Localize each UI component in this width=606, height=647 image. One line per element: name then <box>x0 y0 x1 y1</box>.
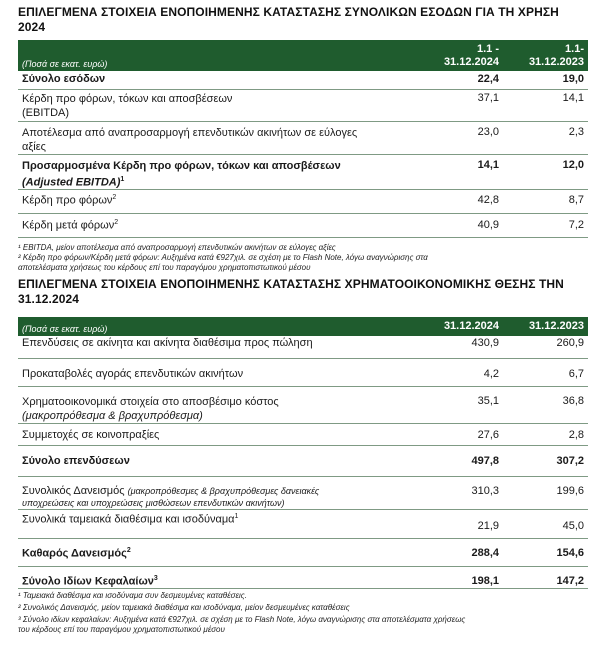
section1-title: ΕΠΙΛΕΓΜΕΝΑ ΣΤΟΙΧΕΙΑ ΕΝΟΠΟΙΗΜΕΝΗΣ ΚΑΤΑΣΤΑΣΗΣ ΣΥΝΟΛΙΚΩΝ ΕΣΟΔΩΝ ΓΙΑ ΤΗ ΧΡΗΣΗ 2024 <box>18 5 559 34</box>
footnote: ³ Σύνολο ιδίων κεφαλαίων: Αυξημένα κατά €927χιλ. σε σχέση με το Flash Note, λόγω αναγνώρισης στα αποτελέσματα χρήσεως <box>18 614 466 624</box>
col-2023-line1: 1.1- <box>565 43 584 55</box>
unit-label: (Ποσά σε εκατ. ευρώ) <box>18 317 418 336</box>
row-label-line2: υποχρεώσεις και υποχρεώσεις μισθώσεων επενδυτικών ακινήτων) <box>22 497 285 508</box>
row-label-line2: αξίες <box>22 140 46 153</box>
financial-position-table <box>18 317 588 589</box>
row-label-line1: Προσαρμοσμένα Κέρδη προ φόρων, τόκων και αποσβέσεων <box>22 159 341 172</box>
row-value-2023: 45,0 <box>503 509 588 538</box>
footnote-marker: 2 <box>112 194 117 202</box>
table-row <box>18 538 588 566</box>
footnote-marker: 1 <box>234 512 239 520</box>
row-label: Σύνολο εσόδων <box>18 71 418 89</box>
col-2024-line2: 31.12.2024 <box>443 56 499 68</box>
row-value-2024: 27,6 <box>418 423 503 445</box>
table-row <box>18 71 588 89</box>
row-label-line1 <box>22 485 414 497</box>
row-label-detail: (μακροπρόθεσμες & βραχυπρόθεσμες δανειακές <box>127 485 320 496</box>
row-value-2023: 307,2 <box>503 445 588 476</box>
position-table-header <box>18 317 588 336</box>
row-value-2024: 4,2 <box>418 358 503 386</box>
row-label: Συμμετοχές σε κοινοπραξίες <box>18 423 418 445</box>
row-value-2024: 198,1 <box>418 566 503 588</box>
row-label-text: Σύνολο Ιδίων Κεφαλαίων <box>22 575 154 588</box>
footnote-marker: 3 <box>153 574 158 582</box>
footnote: ² Συνολικός Δανεισμός, μείον ταμειακά διαθέσιμα και ισοδύναμα, μείον δεσμευμένες καταθέσεις <box>18 602 350 612</box>
row-label <box>18 538 418 566</box>
row-value-2023: 2,8 <box>503 423 588 445</box>
section2-title <box>18 277 588 307</box>
section2-title-line1: ΕΠΙΛΕΓΜΕΝΑ ΣΤΟΙΧΕΙΑ ΕΝΟΠΟΙΗΜΕΝΗΣ ΚΑΤΑΣΤΑΣΗΣ ΧΡΗΜΑΤΟΟΙΚΟΝΟΜΙΚΗΣ ΘΕΣΗΣ ΤΗΝ <box>18 277 564 292</box>
table-row <box>18 154 588 190</box>
row-label <box>18 386 418 423</box>
row-label-line2-text: (Adjusted EBITDA) <box>22 176 121 189</box>
row-value-2024: 497,8 <box>418 445 503 476</box>
table-row <box>18 89 588 121</box>
row-value-2024: 40,9 <box>418 214 503 238</box>
section1-notes <box>18 243 588 273</box>
table-row <box>18 121 588 154</box>
col-2023-header <box>503 40 588 71</box>
table-row <box>18 336 588 358</box>
row-label <box>18 214 418 238</box>
row-label <box>18 89 418 121</box>
row-label <box>18 509 418 538</box>
row-value-2024: 35,1 <box>418 386 503 423</box>
row-value-2023: 199,6 <box>503 476 588 509</box>
row-label <box>18 476 418 509</box>
table-row <box>18 445 588 476</box>
row-label-line1: Αποτέλεσμα από αναπροσαρμογή επενδυτικών ακινήτων σε εύλογες <box>22 126 358 139</box>
income-table <box>18 40 588 238</box>
row-value-2023: 8,7 <box>503 190 588 214</box>
footnote: ¹ EBITDA, μείον αποτέλεσμα από αναπροσαρμογή επενδυτικών ακινήτων σε εύλογες αξίες <box>18 243 336 253</box>
row-label <box>18 121 418 154</box>
col-2024-header <box>418 40 503 71</box>
footnote-marker: 2 <box>114 219 119 227</box>
table-row <box>18 509 588 538</box>
row-label-line2: (μακροπρόθεσμα & βραχυπρόθεσμα) <box>22 409 203 422</box>
row-value-2023: 2,3 <box>503 121 588 154</box>
footnote: αποτελέσματα χρήσεως του κέρδους επί του παραγόμου χρηματοπιστωτικού μέσου <box>18 263 311 273</box>
row-label-line2 <box>22 173 414 190</box>
row-label-text: Συνολικά ταμειακά διαθέσιμα και ισοδύναμα <box>22 513 235 526</box>
row-value-2023: 7,2 <box>503 214 588 238</box>
table-row <box>18 358 588 386</box>
footnote: του κέρδους επί του παραγόμου χρηματοπιστωτικού μέσου <box>18 624 225 634</box>
row-value-2024: 288,4 <box>418 538 503 566</box>
row-value-2024: 310,3 <box>418 476 503 509</box>
row-value-2023: 154,6 <box>503 538 588 566</box>
row-label-text: Συνολικός Δανεισμός <box>22 484 125 497</box>
row-label-text: Κέρδη προ φόρων <box>22 194 113 207</box>
income-table-header <box>18 40 588 71</box>
row-value-2024: 22,4 <box>418 71 503 89</box>
col-2023-header: 31.12.2023 <box>503 317 588 336</box>
table-row <box>18 566 588 588</box>
row-label-text: Καθαρός Δανεισμός <box>22 547 127 560</box>
unit-label: (Ποσά σε εκατ. ευρώ) <box>18 40 418 71</box>
row-value-2024: 42,8 <box>418 190 503 214</box>
col-2024-line1: 1.1 - <box>476 43 499 55</box>
row-value-2023: 19,0 <box>503 71 588 89</box>
row-value-2024: 430,9 <box>418 336 503 358</box>
row-value-2023: 36,8 <box>503 386 588 423</box>
row-label: Προκαταβολές αγοράς επενδυτικών ακινήτων <box>18 358 418 386</box>
row-label-line1: Κέρδη προ φόρων, τόκων και αποσβέσεων <box>22 92 233 105</box>
col-2023-line2: 31.12.2023 <box>528 56 584 68</box>
row-label-text: Κέρδη μετά φόρων <box>22 219 115 232</box>
row-value-2023: 14,1 <box>503 89 588 121</box>
table-row <box>18 386 588 423</box>
col-2024-header: 31.12.2024 <box>418 317 503 336</box>
table-row <box>18 476 588 509</box>
footnote: ² Κέρδη προ φόρων/Κέρδη μετά φόρων: Αυξημένα κατά €927χιλ. σε σχέση με το Flash Note, λόγω αναγνώρισης στα <box>18 253 428 263</box>
footnote-marker: 2 <box>126 546 131 554</box>
row-value-2024: 21,9 <box>418 509 503 538</box>
row-value-2024: 23,0 <box>418 121 503 154</box>
row-value-2024: 37,1 <box>418 89 503 121</box>
row-label: Σύνολο επενδύσεων <box>18 445 418 476</box>
row-label-line2: (EBITDA) <box>22 106 70 119</box>
table-row <box>18 423 588 445</box>
row-value-2023: 6,7 <box>503 358 588 386</box>
table-row <box>18 214 588 238</box>
document <box>18 0 588 635</box>
section2-title-line2: 31.12.2024 <box>18 292 80 307</box>
section2-notes <box>18 591 588 635</box>
row-value-2024: 14,1 <box>418 154 503 190</box>
row-value-2023: 147,2 <box>503 566 588 588</box>
row-label <box>18 190 418 214</box>
row-label: Επενδύσεις σε ακίνητα και ακίνητα διαθέσιμα προς πώληση <box>18 336 418 358</box>
table-row <box>18 190 588 214</box>
row-label <box>18 566 418 588</box>
row-value-2023: 12,0 <box>503 154 588 190</box>
footnote-marker: 1 <box>120 175 125 183</box>
footnote: ¹ Ταμειακά διαθέσιμα και ισοδύναμα συν δεσμευμένες καταθέσεις. <box>18 590 247 600</box>
row-label <box>18 154 418 190</box>
row-value-2023: 260,9 <box>503 336 588 358</box>
row-label-line1: Χρηματοοικονομικά στοιχεία στο αποσβέσιμο κόστος <box>22 395 279 408</box>
